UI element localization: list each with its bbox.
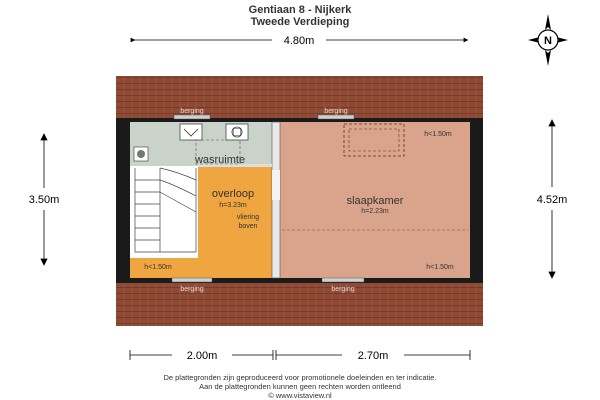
washing-machine-icon — [180, 124, 202, 140]
roof-bottom — [116, 281, 483, 326]
wasruimte-label: wasruimte — [194, 154, 246, 166]
disclaimer-line-2: Aan de plattegronden kunnen geen rechten worden ontleend — [199, 382, 401, 391]
copyright: © www.vistaview.nl — [268, 391, 332, 400]
slaapkamer-low-height-bottom: h<1.50m — [426, 264, 454, 271]
dryer-icon — [226, 124, 248, 140]
storage-label-bottom-left: berging — [180, 286, 204, 293]
storage-label-top-left: berging — [180, 108, 204, 115]
dimension-top-label: 4.80m — [283, 35, 315, 47]
dimension-right-label: 4.52m — [536, 194, 568, 206]
roof-top — [116, 76, 483, 120]
floor-title: Tweede Verdieping — [250, 16, 350, 28]
storage-label-top-right: berging — [324, 108, 348, 115]
overloop-floor — [198, 166, 272, 278]
boiler-icon — [134, 147, 148, 161]
address-title: Gentiaan 8 - Nijkerk — [248, 4, 352, 16]
overloop-label: overloop — [211, 188, 255, 200]
compass-icon — [528, 14, 568, 66]
slaapkamer-low-height-top: h<1.50m — [424, 131, 452, 138]
dimension-left-label: 3.50m — [28, 194, 60, 206]
overloop-low-height: h<1.50m — [144, 264, 172, 271]
compass-letter: N — [544, 35, 552, 47]
storage-label-bottom-right: berging — [331, 286, 355, 293]
disclaimer-line-1: De plattegronden zijn geproduceerd voor promotionele doeleinden en ter indicatie. — [163, 373, 437, 382]
overloop-height: h=3.23m — [219, 202, 247, 209]
door-opening — [272, 170, 280, 200]
slaapkamer-height: h=2.23m — [361, 208, 389, 215]
dimension-bottom-left-label: 2.00m — [186, 350, 218, 362]
overloop-note-1: vliering — [236, 214, 260, 221]
slaapkamer-label: slaapkamer — [346, 195, 404, 207]
overloop-note-2: boven — [238, 223, 258, 230]
dimension-bottom-right-label: 2.70m — [357, 350, 389, 362]
